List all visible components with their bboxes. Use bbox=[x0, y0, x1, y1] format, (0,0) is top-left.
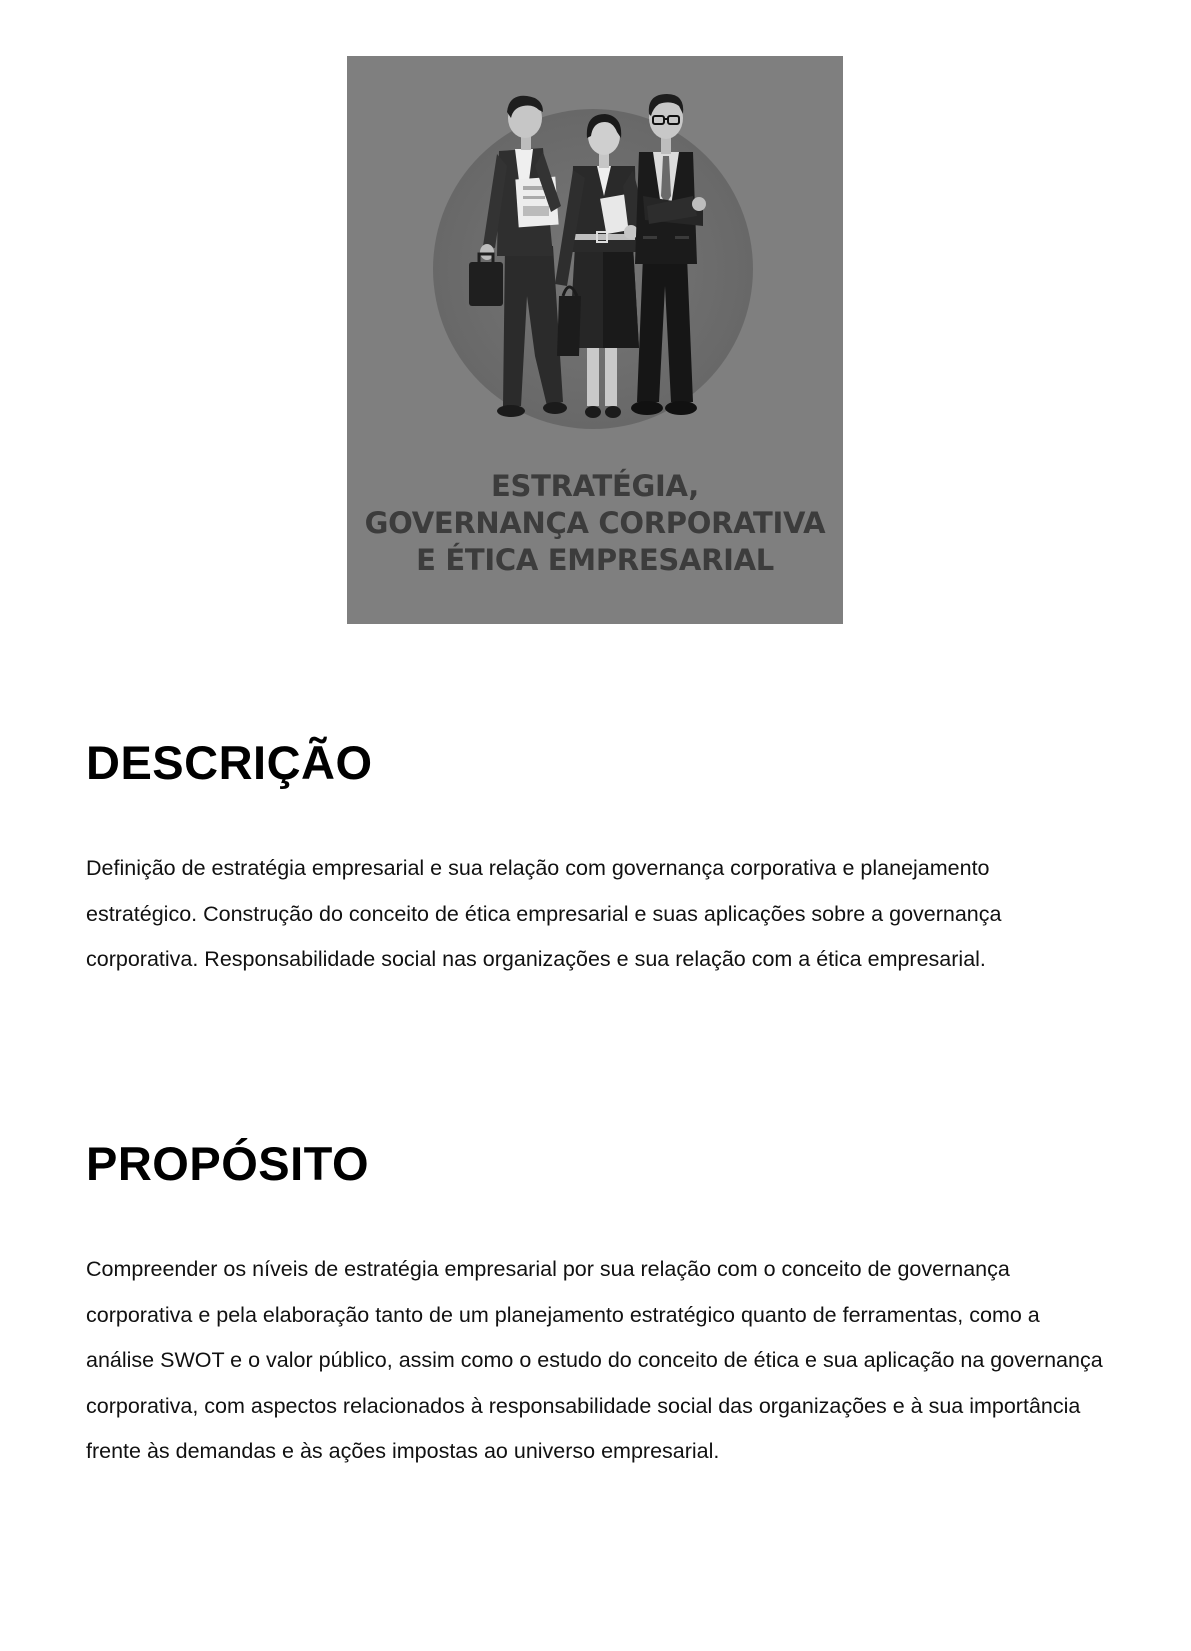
cover-title bbox=[347, 468, 843, 579]
cover-title-line-3: E ÉTICA EMPRESARIAL bbox=[416, 543, 774, 577]
purpose-text: Compreender os níveis de estratégia empresarial por sua relação com o conceito de governança corporativa e pela elaboração tanto de um planejamento estratégico quanto de ferramentas, como a análise SWOT e o valor público, assim como o estudo do conceito de ética e sua aplicação na governança corporativa, com aspectos relacionados à responsabilidade social das organizações e à sua importância frente às demandas e às ações impostas ao universo empresarial. bbox=[86, 1257, 1103, 1463]
cover-image bbox=[347, 56, 843, 624]
cover-title-line-2: GOVERNANÇA CORPORATIVA bbox=[364, 506, 826, 540]
description-text: Definição de estratégia empresarial e sua relação com governança corporativa e planejamento estratégico. Construção do conceito de ética empresarial e suas aplicações sobre a governança corporativa. Responsabilidade social nas organizações e sua relação com a ética empresarial. bbox=[86, 856, 1002, 971]
description-heading: DESCRIÇÃO bbox=[86, 736, 373, 789]
purpose-heading: PROPÓSITO bbox=[86, 1137, 370, 1190]
cover-title-line-1: ESTRATÉGIA, bbox=[491, 469, 699, 503]
